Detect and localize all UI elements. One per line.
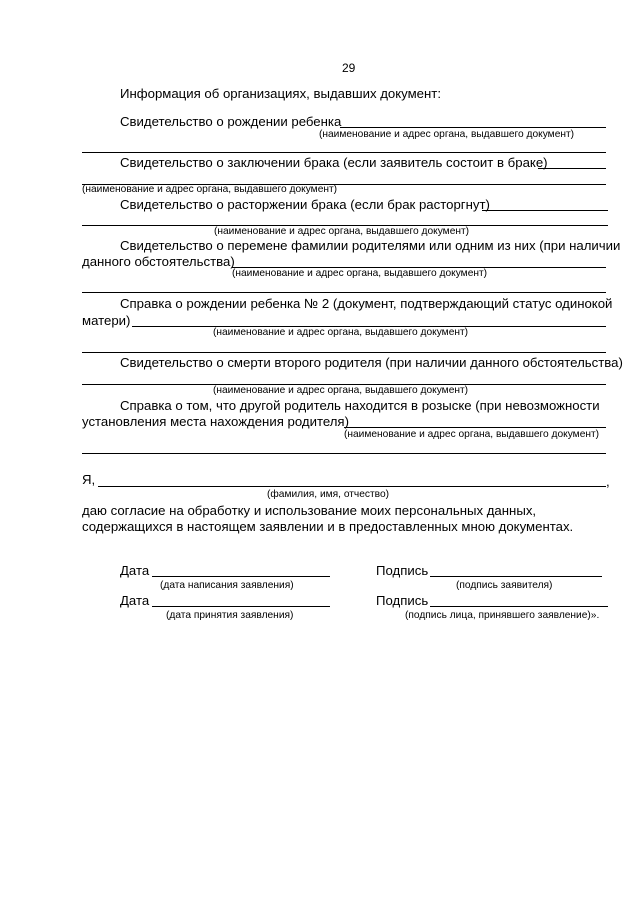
applicant-signature-line[interactable] bbox=[430, 576, 602, 577]
wanted-parent-line[interactable] bbox=[344, 427, 606, 428]
consent-line-2: содержащихся в настоящем заявлении и в предоставленных мною документах. bbox=[82, 519, 574, 534]
date-label-1: Дата bbox=[120, 563, 150, 578]
birth-cert-no2-line-2[interactable] bbox=[82, 352, 606, 353]
surname-change-line-2[interactable] bbox=[82, 292, 606, 293]
birth-cert-no2-caption: (наименование и адрес органа, выдавшего документ) bbox=[213, 327, 469, 338]
divorce-certificate-caption: (наименование и адрес органа, выдавшего документ) bbox=[214, 226, 470, 237]
marriage-certificate-label: Свидетельство о заключении брака (если заявитель состоит в браке) bbox=[120, 155, 548, 170]
surname-change-label-1: Свидетельство о перемене фамилии родителями или одним из них (при наличии bbox=[120, 238, 621, 253]
date-written-line[interactable] bbox=[152, 576, 330, 577]
wanted-parent-caption: (наименование и адрес органа, выдавшего документ) bbox=[344, 429, 600, 440]
death-certificate-caption: (наименование и адрес органа, выдавшего документ) bbox=[213, 385, 469, 396]
surname-change-label-2: данного обстоятельства) bbox=[82, 254, 235, 269]
wanted-parent-label-2: установления места нахождения родителя) bbox=[82, 414, 349, 429]
birth-cert-no2-label-1: Справка о рождении ребенка № 2 (документ, подтверждающий статус одинокой bbox=[120, 296, 613, 311]
consent-ya: Я, bbox=[82, 472, 96, 487]
consent-line-1: даю согласие на обработку и использование моих персональных данных, bbox=[82, 503, 537, 518]
fio-line[interactable] bbox=[98, 486, 606, 487]
birth-certificate-caption: (наименование и адрес органа, выдавшего документ) bbox=[319, 129, 575, 140]
date-accepted-line[interactable] bbox=[152, 606, 330, 607]
wanted-parent-line-2[interactable] bbox=[82, 453, 606, 454]
birth-certificate-line[interactable] bbox=[340, 127, 606, 128]
fio-caption: (фамилия, имя, отчество) bbox=[267, 489, 390, 500]
section-heading: Информация об организациях, выдавших документ: bbox=[120, 86, 441, 101]
birth-cert-no2-label-2: матери) bbox=[82, 313, 131, 328]
signature-label-2: Подпись bbox=[376, 593, 429, 608]
fio-comma: , bbox=[606, 474, 610, 489]
accepting-person-signature-line[interactable] bbox=[430, 606, 608, 607]
birth-certificate-line-2[interactable] bbox=[82, 152, 606, 153]
signature-label-1: Подпись bbox=[376, 563, 429, 578]
marriage-certificate-line[interactable] bbox=[538, 168, 606, 169]
date-accepted-caption: (дата принятия заявления) bbox=[166, 610, 294, 621]
divorce-certificate-label: Свидетельство о расторжении брака (если брак расторгнут) bbox=[120, 197, 490, 212]
death-certificate-label: Свидетельство о смерти второго родителя (при наличии данного обстоятельства) bbox=[120, 355, 623, 370]
birth-certificate-label: Свидетельство о рождении ребенка bbox=[120, 114, 342, 129]
wanted-parent-label-1: Справка о том, что другой родитель находится в розыске (при невозможности bbox=[120, 398, 600, 413]
page-number: 29 bbox=[342, 61, 356, 75]
divorce-certificate-line[interactable] bbox=[482, 210, 608, 211]
applicant-signature-caption: (подпись заявителя) bbox=[456, 580, 553, 591]
date-written-caption: (дата написания заявления) bbox=[160, 580, 294, 591]
date-label-2: Дата bbox=[120, 593, 150, 608]
surname-change-caption: (наименование и адрес органа, выдавшего документ) bbox=[232, 268, 488, 279]
marriage-certificate-caption: (наименование и адрес органа, выдавшего документ) bbox=[82, 184, 338, 195]
accepting-person-caption: (подпись лица, принявшего заявление)». bbox=[405, 610, 600, 621]
